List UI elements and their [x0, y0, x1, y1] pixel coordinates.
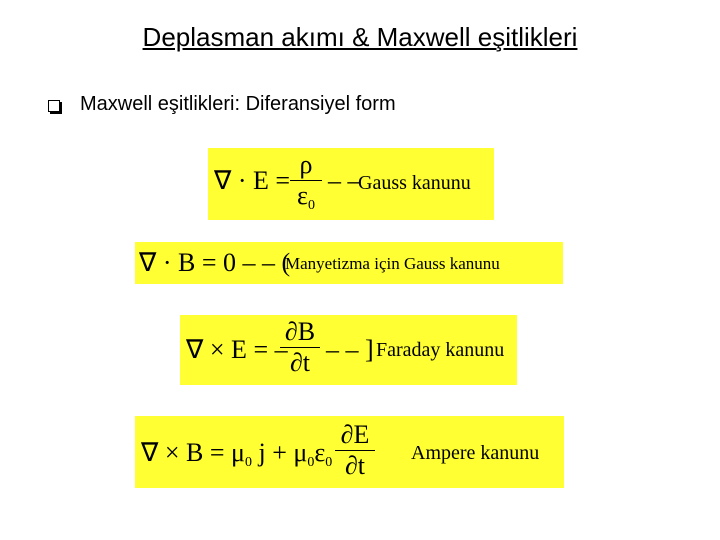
ampere-denominator: ∂t	[344, 451, 366, 480]
faraday-fraction	[280, 317, 320, 378]
gauss-label: Gauss kanunu	[358, 172, 471, 194]
ampere-fraction	[335, 420, 375, 481]
faraday-lhs: ∇ × E = –	[186, 335, 288, 364]
gauss-denominator: $\varepsilon_0$	[297, 181, 315, 213]
magnetism-lhs: ∇ · B = 0 – – (	[139, 248, 291, 277]
faraday-numerator: ∂B	[284, 317, 316, 346]
faraday-denominator: ∂t	[289, 348, 311, 377]
slide-title: Deplasman akımı & Maxwell eşitlikleri	[142, 22, 578, 52]
bullet-item	[48, 93, 396, 116]
faraday-equation-box	[180, 315, 517, 385]
magnetism-label: Manyetizma için Gauss kanunu	[285, 254, 500, 273]
ampere-equation-box	[135, 416, 564, 488]
gauss-lhs: ∇ · E =	[214, 166, 291, 195]
bullet-text: Maxwell eşitlikleri: Diferansiyel form	[80, 93, 396, 115]
ampere-lhs: ∇ × $B = \mu_0$ $j + \mu_0\varepsilon_0$	[141, 438, 333, 470]
faraday-label: Faraday kanunu	[376, 339, 505, 361]
faraday-dashes: – – ]	[326, 335, 374, 364]
gauss-dashes: – –	[328, 166, 361, 195]
bullet-square-icon	[48, 100, 60, 112]
gauss-fraction	[290, 150, 322, 220]
ampere-label: Ampere kanunu	[411, 442, 540, 464]
gauss-equation-box	[208, 148, 494, 220]
ampere-numerator: ∂E	[340, 420, 370, 449]
magnetism-equation-box	[135, 242, 563, 284]
gauss-numerator: ρ	[299, 150, 313, 179]
